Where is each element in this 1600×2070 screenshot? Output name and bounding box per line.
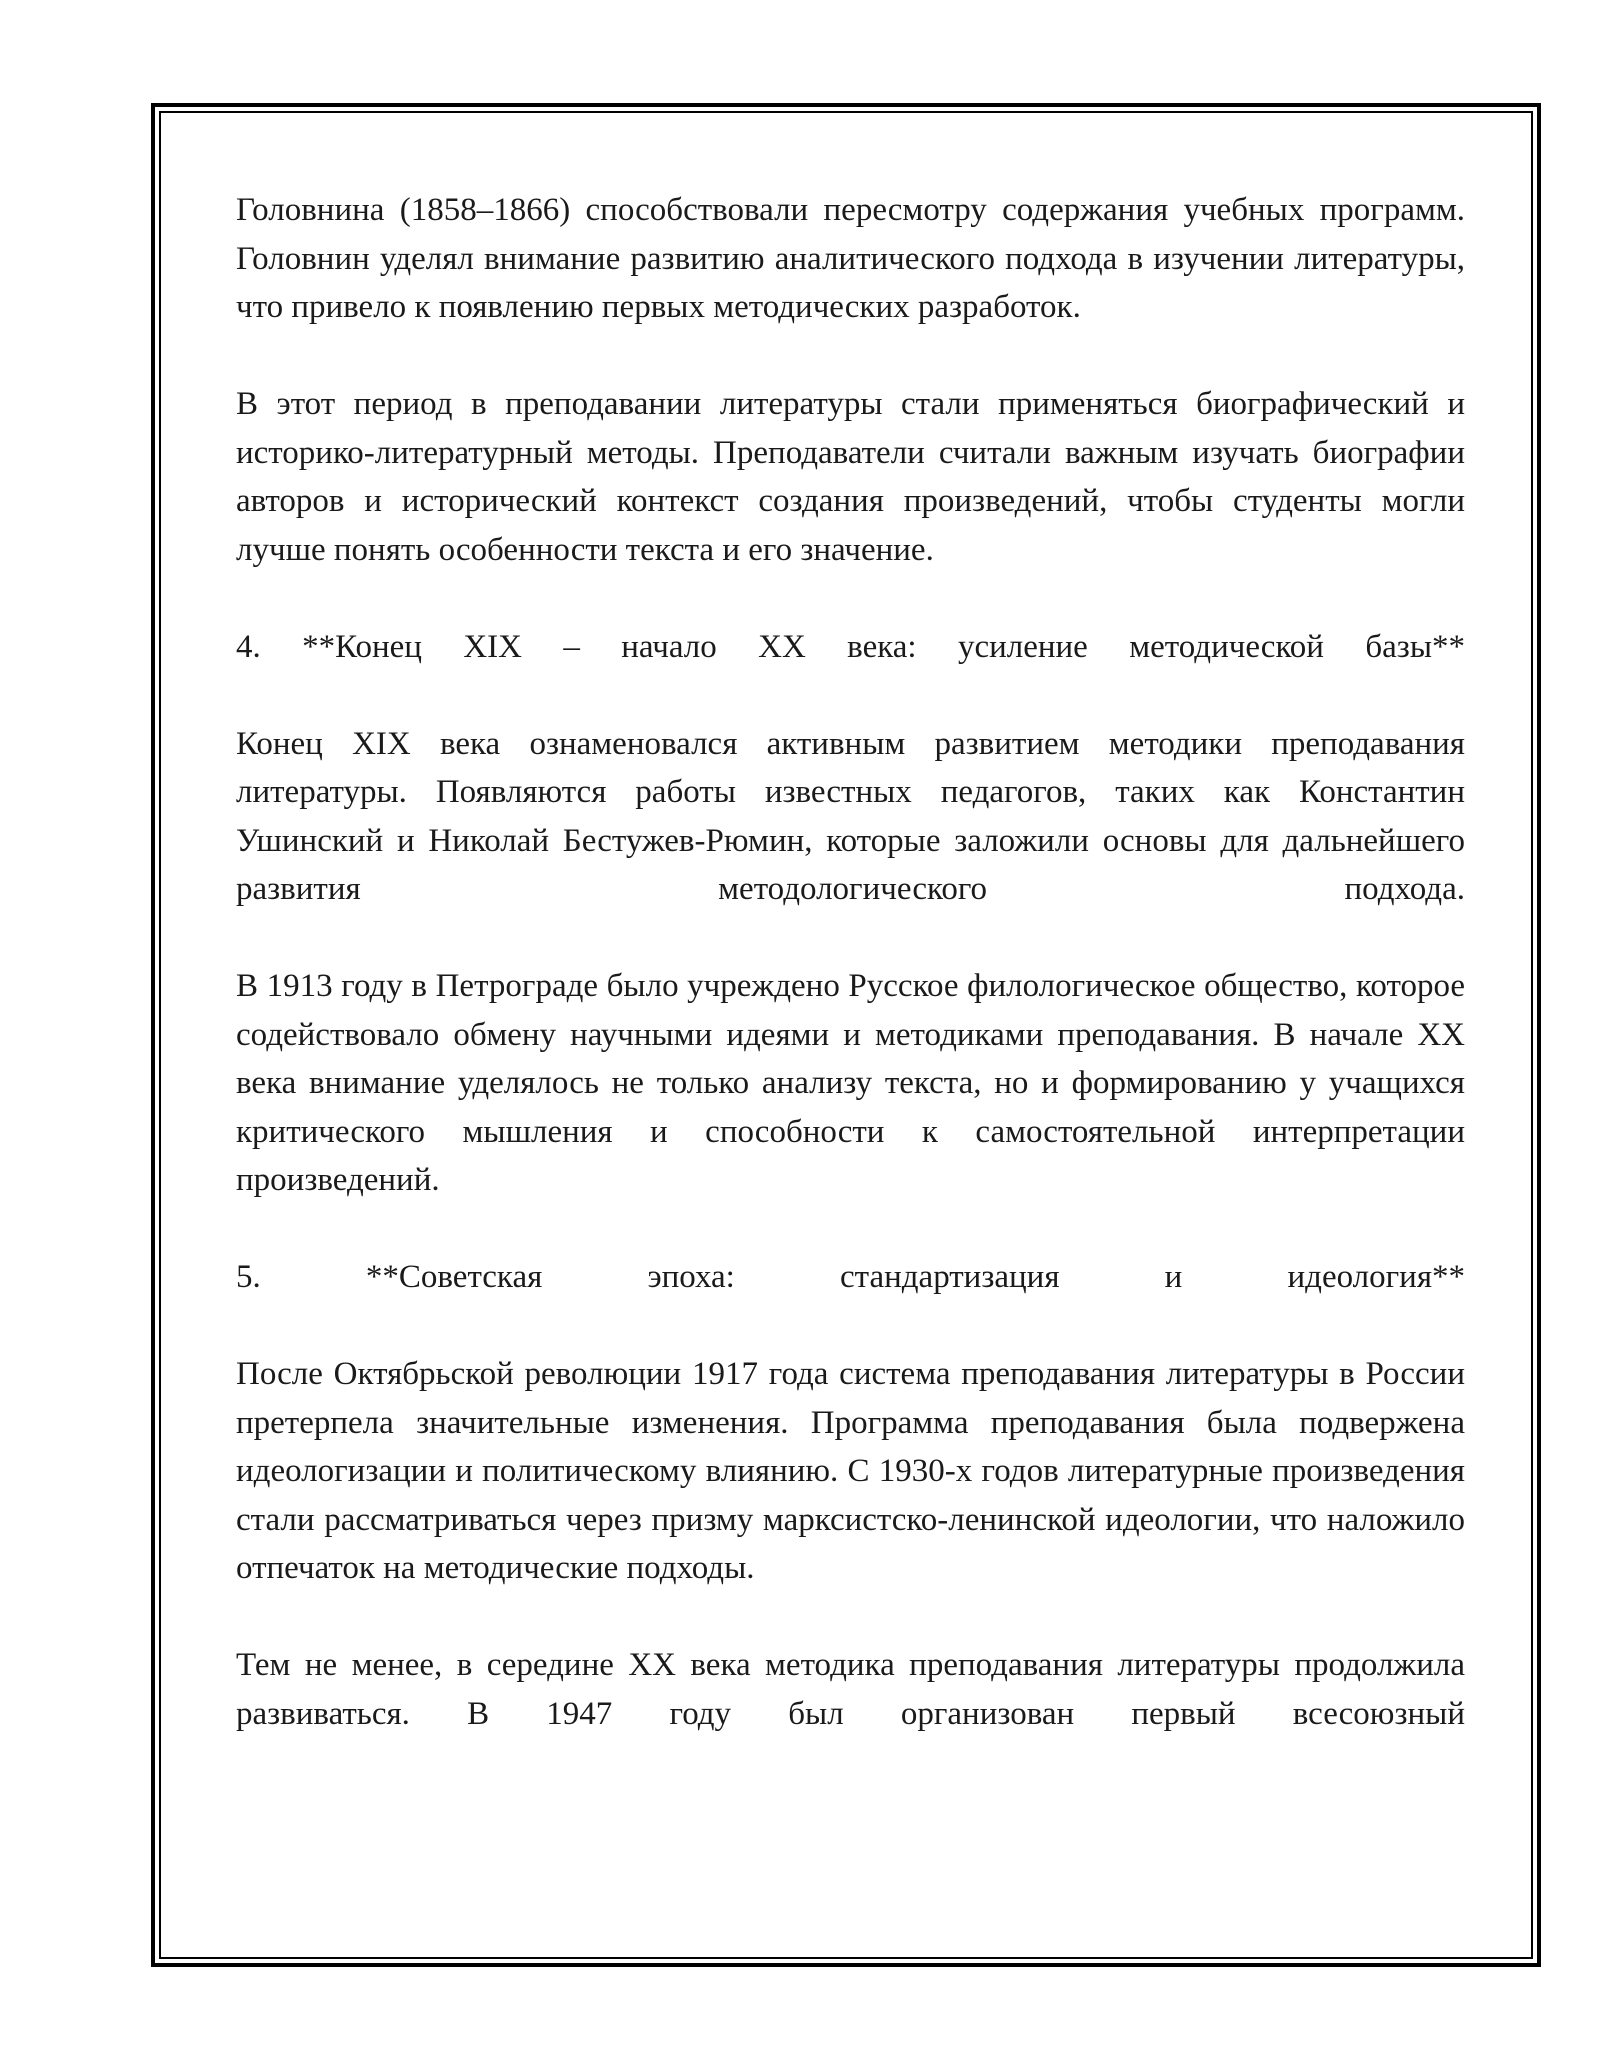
- paragraph-philological-society: В 1913 году в Петрограде было учреждено Русское филологическое общество, которое содействовало обмену научными идеями и методиками преподавания. В начале XX века внимание уделялось не только анализу текста, но и формированию у учащихся критического мышления и способности к самостоятельной интерпретации произведений.: [236, 968, 1465, 1198]
- paragraph-mid-20th-century: Тем не менее, в середине XX века методика преподавания литературы продолжила развиваться. В 1947 году был организован первый всесоюзный: [236, 1647, 1465, 1732]
- paragraph-late-19th-century: Конец XIX века ознаменовался активным развитием методики преподавания литературы. Появляются работы известных педагогов, таких как Константин Ушинский и Николай Бестужев-Рюмин, которые заложили основы для дальнейшего развития методологического подхода.: [236, 725, 1465, 907]
- section-heading-5: 5. **Советская эпоха: стандартизация и идеология**: [236, 1259, 1465, 1295]
- paragraph-biographical-method: В этот период в преподавании литературы стали применяться биографический и историко-литературный методы. Преподаватели считали важным изучать биографии авторов и исторический контекст создания произведений, чтобы студенты могли лучше понять особенности текста и его значение.: [236, 386, 1465, 568]
- section-heading-4: 4. **Конец XIX – начало XX века: усиление методической базы**: [236, 628, 1465, 665]
- document-body: [236, 186, 1465, 1738]
- paragraph-golovnin-reforms: Головнина (1858–1866) способствовали пересмотру содержания учебных программ. Головнин уделял внимание развитию аналитического подхода в изучении литературы, что привело к появлению первых методических разработок.: [236, 192, 1465, 325]
- paragraph-soviet-revolution: После Октябрьской революции 1917 года система преподавания литературы в России претерпела значительные изменения. Программа преподавания была подвержена идеологизации и политическому влиянию. С 1930-х годов литературные произведения стали рассматриваться через призму марксистско-ленинской идеологии, что наложило отпечаток на методические подходы.: [236, 1356, 1465, 1586]
